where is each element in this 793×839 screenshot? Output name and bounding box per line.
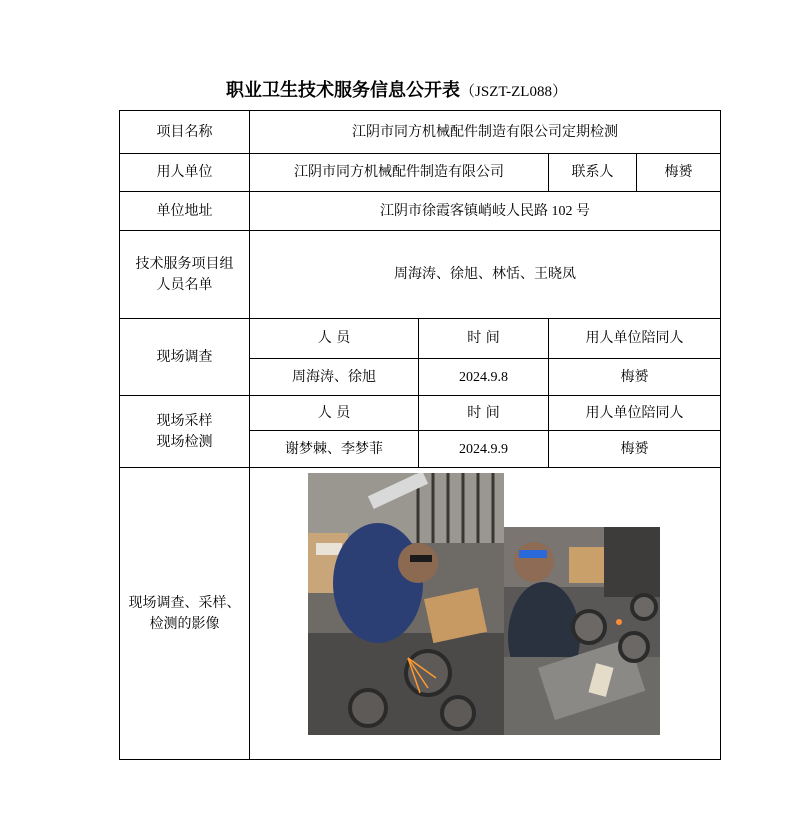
photo-area bbox=[250, 469, 720, 759]
project-value: 江阴市同方机械配件制造有限公司定期检测 bbox=[250, 111, 721, 154]
survey-time: 2024.9.8 bbox=[419, 359, 549, 396]
images-label bbox=[120, 468, 250, 760]
row-address bbox=[120, 192, 721, 231]
survey-label: 现场调查 bbox=[120, 319, 250, 396]
contact-label: 联系人 bbox=[549, 154, 637, 192]
employer-value: 江阴市同方机械配件制造有限公司 bbox=[250, 154, 549, 192]
team-label bbox=[120, 231, 250, 319]
title-code: （JSZT-ZL088） bbox=[460, 84, 567, 100]
team-value: 周海涛、徐旭、林恬、王晓凤 bbox=[250, 231, 721, 319]
sampling-label-line2: 现场检测 bbox=[156, 433, 213, 450]
sampling-companion: 梅赟 bbox=[549, 431, 721, 468]
team-label-line2: 人员名单 bbox=[156, 276, 213, 293]
document-title bbox=[0, 76, 793, 102]
address-value: 江阴市徐霞客镇峭岐人民路 102 号 bbox=[250, 192, 721, 231]
sampling-col-person: 人 员 bbox=[250, 396, 419, 431]
row-team bbox=[120, 231, 721, 319]
sampling-col-time: 时 间 bbox=[419, 396, 549, 431]
row-project bbox=[120, 111, 721, 154]
employer-label: 用人单位 bbox=[120, 154, 250, 192]
images-label-line2: 检测的影像 bbox=[149, 615, 220, 632]
survey-companion: 梅赟 bbox=[549, 359, 721, 396]
info-table bbox=[119, 110, 721, 760]
sampling-label bbox=[120, 396, 250, 468]
sampling-time: 2024.9.9 bbox=[419, 431, 549, 468]
sampling-col-companion: 用人单位陪同人 bbox=[549, 396, 721, 431]
address-label: 单位地址 bbox=[120, 192, 250, 231]
images-label-line1: 现场调查、采样、 bbox=[128, 594, 241, 611]
images-cell bbox=[250, 468, 721, 760]
survey-col-companion: 用人单位陪同人 bbox=[549, 319, 721, 359]
survey-person: 周海涛、徐旭 bbox=[250, 359, 419, 396]
contact-value: 梅赟 bbox=[637, 154, 721, 192]
row-survey-header bbox=[120, 319, 721, 359]
site-photo-survey bbox=[308, 473, 504, 735]
survey-col-time: 时 间 bbox=[419, 319, 549, 359]
site-photo-sampling bbox=[504, 527, 660, 735]
row-employer bbox=[120, 154, 721, 192]
sampling-label-line1: 现场采样 bbox=[156, 412, 213, 429]
survey-col-person: 人 员 bbox=[250, 319, 419, 359]
project-label: 项目名称 bbox=[120, 111, 250, 154]
row-images bbox=[120, 468, 721, 760]
team-label-line1: 技术服务项目组 bbox=[135, 255, 234, 272]
title-main: 职业卫生技术服务信息公开表 bbox=[226, 80, 461, 101]
sampling-person: 谢梦棘、李梦菲 bbox=[250, 431, 419, 468]
row-sampling-header bbox=[120, 396, 721, 431]
